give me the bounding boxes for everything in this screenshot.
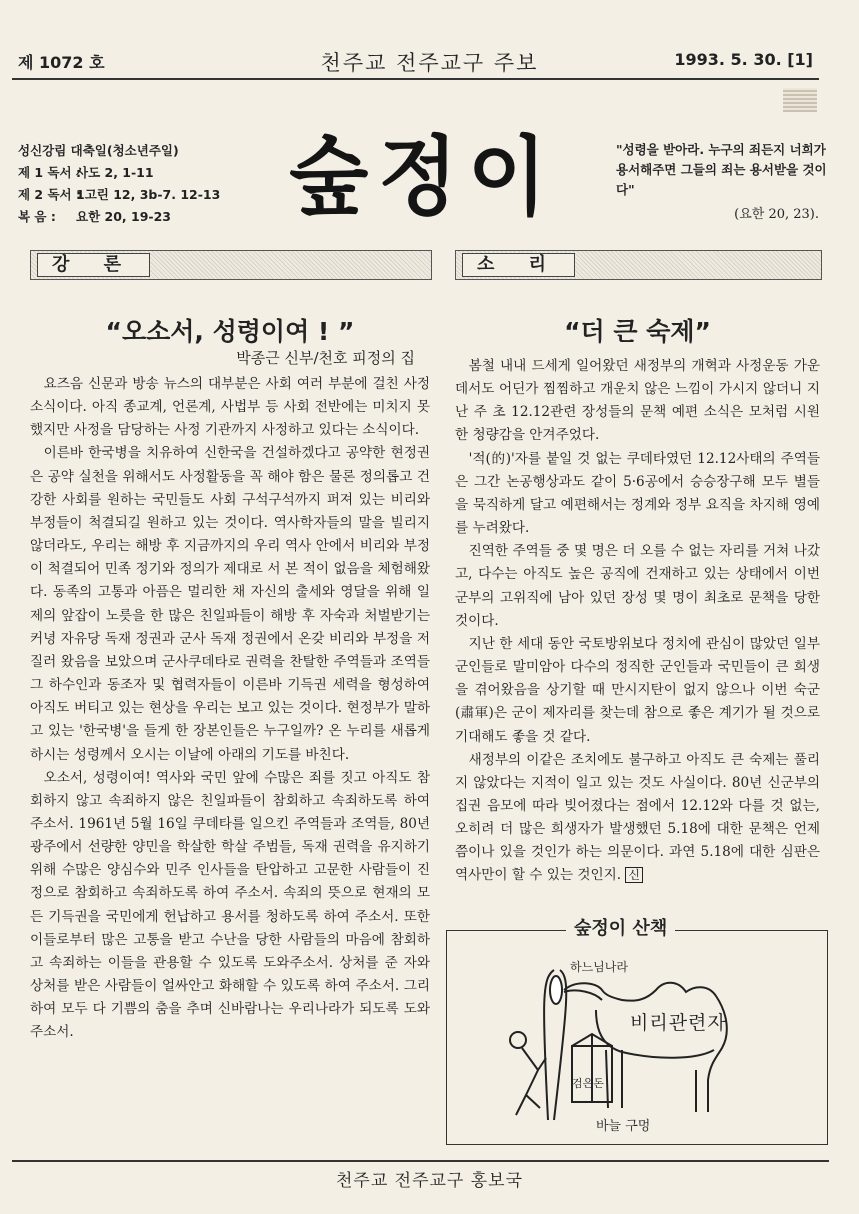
editorial-paragraph: 지난 한 세대 동안 국토방위보다 정치에 관심이 많았던 일부 군인들로 말미암아 다수의 정직한 군인들과 국민들이 큰 희생을 겪어왔음을 상기할 때 만시지탄이 없지 않으나 이번 숙군(肅軍)은 군이 제자리를 찾는데 참으로 좋은 계기가 될 것으로 기대해도 좋을 것 같다.	[455, 635, 820, 745]
reading-gospel: 복 음 : 요한 20, 19-23	[18, 209, 171, 224]
editorial-paragraph-last: 새정부의 이같은 조치에도 불구하고 아직도 큰 숙제는 풀리지 않았다는 지적이 일고 있는 것도 사실이다. 80년 신군부의 집권 음모에 따라 빚어졌다는 점에서 12.12와 다를 것 없는, 오히려 더 많은 희생자가 발생했던 5.18에 대한 문책은 언제쯤이나 있을 것인가 하는 의문이다. 과연 5.18에 대한 심판은 역사만이 할 수 있는 것인지. 신	[455, 751, 820, 884]
section-label-homily: 강 론	[37, 253, 150, 277]
cartoon-caption: 바늘 구멍	[596, 1119, 651, 1134]
homily-paragraph: 이른바 한국병을 치유하여 신한국을 건설하겠다고 공약한 현정권은 공약 실천을 위해서도 사정활동을 꼭 해야 함은 물론 정의롭고 건강한 사회를 원하는 국민들도 사회 구석구석까지 퍼져 있는 비리와 부정들이 척결되길 원하고 있는 것이다. 역사학자들의 말을 빌리지 않더라도, 우리는 해방 후 지금까지의 우리 역사 안에서 비리와 부정이 척결되어 민족 정기와 정의가 제대로 서 본 적이 없음을 체험해왔다. 동족의 고통과 아픔은 멀리한 채 자신의 출세와 영달을 위해 일제의 앞잡이 노릇을 한 많은 친일파들이 해방 후 자숙과 처벌받기는커녕 자유당 독재 정권과 군사 독재 정권에서 온갖 비리와 부정을 저질러 왔음을 보았으며 군사쿠데타로 권력을 찬탈한 주역들과 조역들 그 하수인과 동조자 및 협력자들이 이른바 기득권 세력을 형성하여 아직도 버티고 있는 현상을 우리는 보고 있는 것이다. 현정부가 말하고 있는 '한국병'을 들게 한 장본인들은 누구일까? 온 누리를 새롭게 하시는 성령께서 오시는 이날에 아래의 기도를 바친다.	[30, 445, 430, 763]
reading-second: 제 2 독서 :1고린 12, 3b-7. 12-13	[18, 187, 221, 202]
parish-title: 천주교 전주교구 주보	[320, 51, 539, 75]
homily-paragraph: 오소서, 성령이여! 역사와 국민 앞에 수많은 죄를 짓고 아직도 참회하지 않고 속죄하지 않은 친일파들이 참회하고 속죄하도록 하여 주소서. 1961년 5월 16일 쿠데타를 일으킨 주역들과 조역들, 80년 광주에서 선량한 양민을 학살한 학살 주범들, 독재 권력을 유지하기 위해 수많은 양심수와 민주 인사들을 탄압하고 고문한 사람들이 진정으로 참회하고 속죄하도록 하여 주소서. 속죄의 뜻으로 현재의 모든 기득권을 국민에게 헌납하고 용서를 청하도록 하여 주소서. 또한 이들로부터 많은 고통을 받고 수난을 당한 사람들의 마음에 참회하고 속죄하는 이들을 관용할 수 있도록 도와주소서. 상처를 준 자와 상처를 받은 사람들이 얼싸안고 화해할 수 있도록 하여 주소서. 그리하여 모두 다 기쁨의 춤을 추며 신바람나는 우리나라가 되도록 도와주소서.	[30, 769, 430, 1041]
cartoon-label-heaven: 하느님나라	[570, 960, 628, 974]
editorial-paragraph: 진역한 주역들 중 몇 명은 더 오를 수 없는 자리를 거쳐 나갔고, 다수는 아직도 높은 공직에 건재하고 있는 상태에서 이번 군부의 고위직에 남아 있던 장성 몇 명이 최초로 문책을 당한 것이다.	[455, 543, 820, 629]
cartoon-label-money: 검은돈	[572, 1077, 604, 1090]
reading-first: 제 1 독서 :사도 2, 1-11	[18, 165, 154, 180]
editorial-paragraph: 봄철 내내 드세게 일어왔던 새정부의 개혁과 사정운동 가운데서도 어딘가 찜찜하고 개운치 않은 느낌이 가시지 않더니 지난 주 초 12.12관련 장성들의 문책 예편 소식은 모처럼 시원한 청량감을 안겨주었다.	[455, 358, 820, 444]
footer-publisher: 천주교 전주교구 홍보국	[335, 1171, 524, 1191]
cartoon-title: 숲정이 산책	[566, 914, 675, 940]
cartoon-camel-needle-illustration	[446, 930, 826, 1143]
scripture-quote-ref: (요한 20, 23).	[734, 207, 819, 222]
editorial-title: “더 큰 숙제”	[564, 317, 711, 346]
footer-rule	[12, 1160, 829, 1162]
readings-block	[18, 140, 220, 228]
homily-paragraph: 요즈음 신문과 방송 뉴스의 대부분은 사회 여러 부분에 걸친 사정소식이다. 아직 종교계, 언론계, 사법부 등 사회 전반에는 미치지 못했지만 사정을 담당하는 사정 기관까지 사정하고 있다는 소식이다.	[30, 376, 430, 439]
decorative-stripe	[783, 88, 817, 112]
homily-author: 박종근 신부/천호 피정의 집	[236, 349, 415, 367]
section-header-voice	[455, 250, 822, 280]
editorial-paragraph: '적(的)'자를 붙일 것 없는 쿠데타였던 12.12사태의 주역들은 그간 논공행상과도 같이 5·6공에서 승승장구해 모두 별들을 묵직하게 달고 예편해서는 정계와 정부 요직을 차지해 영예를 누려왔다.	[455, 450, 820, 537]
homily-title: “오소서, 성령이여 ! ”	[105, 317, 355, 346]
reading-feast: 성신강림 대축일(청소년주일)	[18, 143, 179, 158]
editorial-body	[455, 355, 820, 888]
masthead-title: 숲정이	[289, 127, 557, 228]
homily-body	[30, 373, 430, 1045]
section-header-homily	[30, 250, 432, 280]
section-label-voice: 소 리	[462, 253, 575, 277]
scripture-quote: "성령을 받아라. 누구의 죄든지 너희가 용서해주면 그들의 죄는 용서받을 것이다"	[616, 142, 827, 197]
header-rule	[12, 78, 819, 80]
issue-number: 제 1072 호	[18, 53, 105, 72]
issue-date: 1993. 5. 30. [1]	[674, 50, 813, 69]
cartoon-label-corrupt: 비리관련자	[630, 1012, 727, 1034]
end-mark: 신	[625, 867, 643, 883]
